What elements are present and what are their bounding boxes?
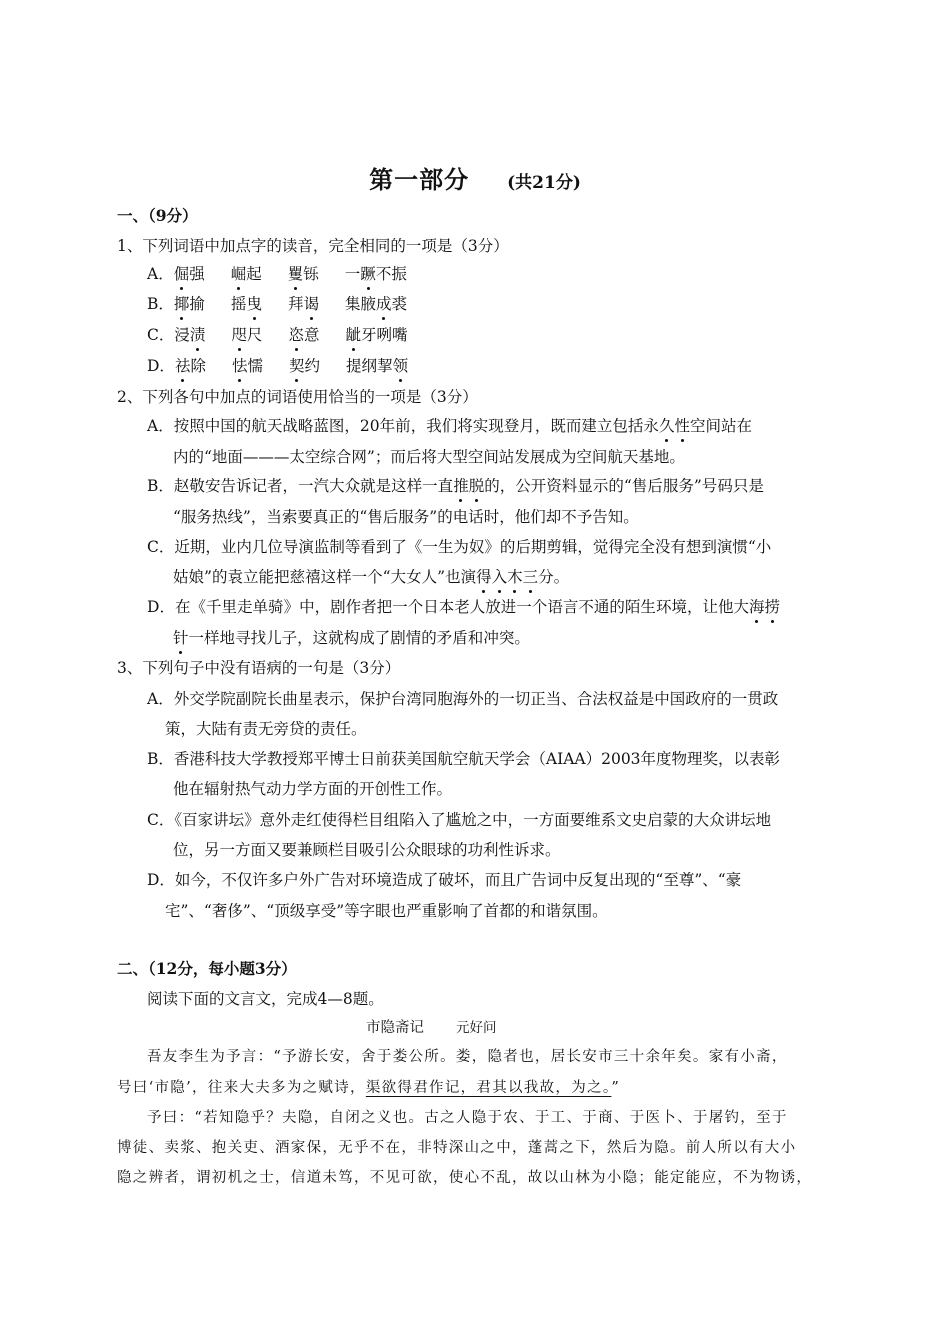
section2-intro: 阅读下面的文言文，完成4—8题。	[147, 990, 384, 1008]
option-word: 揶揄	[173, 295, 205, 313]
option-word: 恣意	[288, 326, 320, 344]
q3-option-b-line1: B．香港科技大学教授郑平博士日前获美国航空航天学会（AIAA）2003年度物理奖，以表彰	[147, 750, 781, 768]
q3-option-c-line2: 位，另一方面又要兼顾栏目吸引公众眼球的功利性诉求。	[173, 841, 561, 859]
q3-option-c-line1: C．《百家讲坛》意外走红使得栏目组陷入了尴尬之中，一方面要维系文史启蒙的大众讲坛地	[147, 811, 772, 829]
essay-paragraph-2-line1: 予曰：“若知隐乎？夫隐，自闭之义也。古之人隐于农、于工、于商、于医卜、于屠钓，至于	[147, 1110, 788, 1126]
essay-paragraph-2-line3: 隐之辨者，谓初机之士，信道未笃，不见可欲，使心不乱，故以山林为小隐；能定能应，不为物诱，	[117, 1170, 813, 1186]
q2-option-d-line2: 针一样地寻找儿子，这就构成了剧情的矛盾和冲突。	[173, 629, 530, 647]
essay-author: 元好问	[456, 1020, 497, 1036]
essay-text: 号曰‘市隐’，往来大夫多为之赋诗，	[117, 1080, 366, 1096]
q2-option-a-line2: 内的“地面———太空综合网”；而后将大型空间站发展成为空间航天基地。	[173, 448, 685, 466]
q1-stem: 1、下列词语中加点字的读音，完全相同的一项是（3分）	[117, 237, 509, 255]
essay-title: 市隐斋记	[366, 1020, 424, 1036]
q3-option-b-line2: 他在辐射热气动力学方面的开创性工作。	[173, 780, 453, 798]
q2-option-c-line2: 姑娘”的袁立能把慈禧这样一个“大女人”也演得入木三分。	[173, 568, 570, 586]
q2-stem: 2、下列各句中加点的词语使用恰当的一项是（3分）	[117, 388, 478, 406]
underlined-sentence: 渠欲得君作记，君其以我故，为之。	[365, 1080, 612, 1096]
option-word: 提纲挈领	[346, 357, 409, 375]
q2-option-b-line1: B．赵敬安告诉记者，一汽大众就是这样一直推脱的，公开资料显示的“售后服务”号码只是	[147, 477, 764, 495]
essay-title-line	[366, 1018, 497, 1038]
q2-option-a-line1: A．按照中国的航天战略蓝图，20年前，我们将实现登月，既而建立包括永久性空间站在	[147, 417, 753, 435]
q3-option-a-line2: 策，大陆有责无旁贷的责任。	[165, 720, 367, 738]
q3-stem: 3、下列句子中没有语病的一句是（3分）	[117, 659, 401, 677]
option-word: 咫尺	[231, 326, 263, 344]
q1-option-d	[147, 356, 434, 376]
option-word: 契约	[289, 357, 321, 375]
q2-option-c-line1: C．近期，业内几位导演监制等看到了《一生为奴》的后期剪辑，觉得完全没有想到演惯“小	[147, 538, 772, 556]
option-word: 崛起	[230, 265, 262, 283]
q1-option-a	[147, 264, 433, 284]
option-word: 摇曳	[230, 295, 262, 313]
option-word: 一蹶不振	[344, 265, 407, 283]
option-word: 集腋成裘	[344, 295, 408, 313]
option-label: A．	[147, 265, 174, 283]
q1-option-b	[147, 294, 433, 314]
part-title-main: 第一部分	[369, 165, 470, 194]
q3-option-d-line1: D．如今，不仅许多户外广告对环境造成了破坏，而且广告词中反复出现的“至尊”、“豪	[147, 871, 742, 889]
option-word: 怯懦	[231, 357, 263, 375]
q2-option-b-line2: “服务热线”，当索要真正的“售后服务”的电话时，他们却不予告知。	[173, 508, 639, 526]
section1-heading: 一、（9分）	[117, 206, 198, 225]
option-word: 矍铄	[287, 265, 319, 283]
option-word: 倔强	[173, 265, 205, 283]
option-word: 拜谒	[287, 295, 319, 313]
essay-text: ”	[611, 1080, 621, 1096]
q3-option-d-line2: 宅”、“奢侈”、“顶级享受”等字眼也严重影响了首都的和谐氛围。	[165, 902, 608, 920]
option-label: C．	[147, 326, 175, 344]
option-word: 龇牙咧嘴	[345, 326, 408, 344]
q3-option-a-line1: A．外交学院副院长曲星表示，保护台湾同胞海外的一切正当、合法权益是中国政府的一贯政	[147, 690, 779, 708]
part-title	[0, 160, 950, 195]
section2-heading: 二、（12分，每小题3分）	[117, 959, 297, 978]
essay-paragraph-2-line2: 博徒、卖浆、抱关吏、酒家保，无乎不在，非特深山之中，蓬蒿之下，然后为隐。前人所以有大小	[117, 1140, 797, 1156]
option-label: D．	[147, 357, 175, 375]
option-word: 祛除	[174, 357, 206, 375]
option-word: 浸渍	[174, 326, 206, 344]
q1-option-c	[147, 325, 434, 345]
part-title-score: (共21分)	[507, 173, 581, 193]
essay-paragraph-1-line1: 吾友李生为予言：“予游长安，舍于娄公所。娄，隐者也，居长安市三十余年矣。家有小斋，	[147, 1049, 788, 1065]
option-label: B．	[147, 295, 174, 313]
q2-option-d-line1: D．在《千里走单骑》中，剧作者把一个日本老人放进一个语言不通的陌生环境，让他大海捞	[147, 598, 781, 616]
essay-paragraph-1-line2	[117, 1078, 620, 1098]
